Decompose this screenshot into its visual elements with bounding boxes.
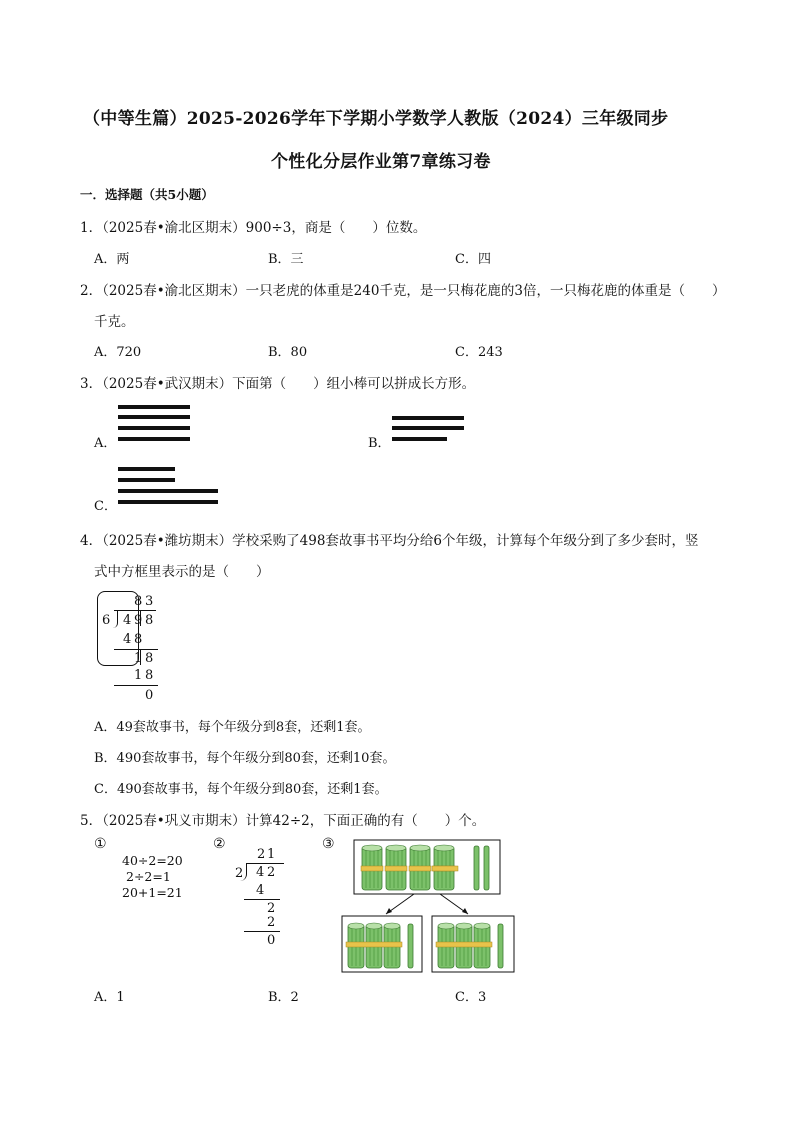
stick bbox=[118, 500, 218, 504]
subtraction-line bbox=[114, 649, 158, 650]
quotient-digit: 3 bbox=[145, 594, 154, 609]
step-digit: 1 bbox=[134, 668, 143, 683]
question-5-option-a[interactable]: A．1 bbox=[94, 990, 125, 1005]
step-digit: 8 bbox=[145, 668, 154, 683]
question-3-option-c[interactable]: C． bbox=[94, 499, 117, 514]
step-digit: 4 bbox=[123, 632, 132, 647]
stick bbox=[118, 405, 190, 409]
dividend-digit: 4 bbox=[123, 613, 132, 628]
step-digit: 1 bbox=[134, 651, 143, 666]
step-digit: 4 bbox=[256, 883, 265, 898]
question-5-stem: 5．（2025春•巩义市期末）计算42÷2，下面正确的有（ ）个。 bbox=[80, 813, 486, 829]
question-2-stem-cont: 千克。 bbox=[94, 314, 135, 330]
dividend-digit: 9 bbox=[134, 613, 143, 628]
question-5-option-c[interactable]: C．3 bbox=[455, 990, 487, 1005]
subtraction-line bbox=[244, 931, 280, 932]
stick bbox=[118, 489, 218, 493]
divisor: 2 bbox=[235, 866, 244, 881]
section-heading: 一．选择题（共5小题） bbox=[80, 187, 214, 202]
stick bbox=[118, 415, 190, 419]
question-4-option-b[interactable]: B．490套故事书，每个年级分到80套，还剩10套。 bbox=[94, 751, 396, 766]
question-4-option-a[interactable]: A．49套故事书，每个年级分到8套，还剩1套。 bbox=[94, 720, 371, 735]
question-1-stem: 1．（2025春•渝北区期末）900÷3，商是（ ）位数。 bbox=[80, 220, 427, 236]
question-3-option-b[interactable]: B． bbox=[368, 436, 391, 451]
stick bbox=[392, 416, 464, 420]
dividend-digit: 2 bbox=[267, 865, 276, 880]
stick bbox=[118, 437, 190, 441]
quotient-digit: 1 bbox=[267, 847, 276, 862]
question-5-option-b[interactable]: B．2 bbox=[268, 990, 299, 1005]
question-4-option-c[interactable]: C．490套故事书，每个年级分到80套，还剩1套。 bbox=[94, 782, 388, 797]
step-digit: 8 bbox=[145, 651, 154, 666]
question-3-stem: 3．（2025春•武汉期末）下面第（ ）组小棒可以拼成长方形。 bbox=[80, 376, 476, 392]
quotient-digit: 8 bbox=[134, 594, 143, 609]
method1-line: 40÷2=20 bbox=[122, 853, 183, 868]
remainder: 0 bbox=[267, 933, 276, 948]
question-3-option-a[interactable]: A． bbox=[94, 436, 117, 451]
page-title-line1: （中等生篇）2025-2026学年下学期小学数学人教版（2024）三年级同步 bbox=[83, 109, 669, 129]
method-marker-1: ① bbox=[94, 836, 107, 852]
question-1-option-a[interactable]: A．两 bbox=[94, 252, 130, 267]
question-2-option-c[interactable]: C．243 bbox=[455, 345, 503, 360]
method1-line: 20+1=21 bbox=[122, 885, 183, 900]
stick-bundles-illustration bbox=[340, 836, 520, 976]
stick bbox=[392, 426, 464, 430]
dividend-digit: 8 bbox=[145, 613, 154, 628]
step-digit: 2 bbox=[267, 901, 276, 916]
question-4-stem-cont: 式中方框里表示的是（ ） bbox=[94, 564, 270, 580]
stick bbox=[118, 467, 175, 471]
question-1-option-b[interactable]: B．三 bbox=[268, 252, 304, 267]
quotient-digit: 2 bbox=[257, 847, 266, 862]
dividend-digit: 4 bbox=[256, 865, 265, 880]
method-marker-2: ② bbox=[213, 836, 226, 852]
subtraction-line bbox=[114, 685, 158, 686]
remainder: 0 bbox=[145, 688, 154, 703]
method-marker-3: ③ bbox=[322, 836, 335, 852]
stick bbox=[392, 437, 447, 441]
method1-line: 2÷2=1 bbox=[126, 869, 171, 884]
stick bbox=[118, 426, 190, 430]
answer-box bbox=[97, 591, 139, 666]
stick bbox=[118, 478, 175, 482]
division-bar bbox=[114, 610, 156, 611]
question-4-stem: 4．（2025春•潍坊期末）学校采购了498套故事书平均分给6个年级，计算每个年级分到了多少套时，竖 bbox=[80, 533, 699, 549]
division-bar bbox=[246, 863, 284, 864]
division-bracket bbox=[113, 610, 118, 628]
step-digit: 2 bbox=[267, 915, 276, 930]
question-1-option-c[interactable]: C．四 bbox=[455, 252, 491, 267]
step-digit: 8 bbox=[134, 632, 143, 647]
question-2-option-b[interactable]: B．80 bbox=[268, 345, 308, 360]
question-2-option-a[interactable]: A．720 bbox=[94, 345, 142, 360]
page-title-line2: 个性化分层作业第7章练习卷 bbox=[271, 152, 491, 172]
subtraction-line bbox=[244, 899, 280, 900]
question-2-stem: 2．（2025春•渝北区期末）一只老虎的体重是240千克，是一只梅花鹿的3倍，一只梅花鹿的体重是（ ） bbox=[80, 283, 726, 299]
divisor: 6 bbox=[102, 613, 111, 628]
